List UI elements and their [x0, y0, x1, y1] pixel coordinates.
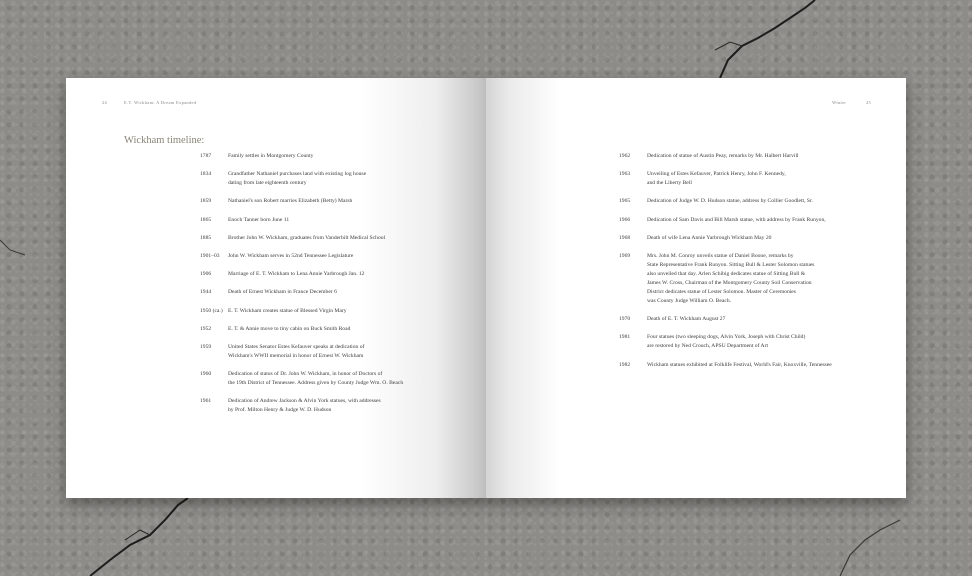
- timeline-year: 1859: [200, 198, 212, 205]
- timeline-year: 1906: [200, 271, 212, 278]
- timeline-year: 1963: [619, 171, 631, 178]
- right-page: [486, 78, 906, 498]
- timeline-heading: Wickham timeline:: [124, 135, 205, 146]
- timeline-year: 1982: [619, 361, 631, 368]
- timeline-text-line: E. T. & Annie move to tiny cabin on Buck Smith Road: [228, 325, 351, 332]
- left-page-number: 24: [102, 100, 108, 105]
- timeline-text-line: Dedication of statue of Austin Peay, remarks by Mr. Halbert Harvill: [647, 153, 799, 159]
- left-page: [66, 78, 486, 498]
- timeline-year: 1981: [619, 334, 631, 341]
- timeline-year: 1787: [200, 153, 212, 159]
- left-running-head: E.T. Wickham: A Dream Expanded: [124, 100, 197, 105]
- timeline-text-line: James W. Cross, Chairman of the Montgomery County Soil Conservation: [647, 280, 812, 286]
- timeline-text-line: Marriage of E. T. Wickham to Lena Annie Yarbrough Jan. 12: [228, 271, 365, 278]
- timeline-text-line: Family settles in Montgomery County: [228, 153, 314, 159]
- timeline-text-line: Dedication of Judge W. D. Hudson statue, address by Collier Goodlett, Sr.: [647, 198, 813, 205]
- timeline-text: [647, 252, 815, 306]
- timeline-text: [228, 270, 364, 279]
- open-book: [66, 78, 906, 498]
- timeline-text: [228, 252, 353, 261]
- timeline-year: 1901–03: [200, 253, 220, 259]
- timeline-year: 1944: [200, 289, 212, 296]
- timeline-text-line: Dedication of Sam Davis and Bill Marsh statue, with address by Frank Runyon,: [647, 216, 826, 223]
- timeline-text: [647, 234, 771, 243]
- timeline-text-line: dating from late eighteenth century: [228, 180, 307, 187]
- timeline-text: [647, 333, 805, 351]
- timeline-year: 1970: [619, 316, 631, 323]
- timeline-text: [228, 197, 352, 206]
- timeline-text-line: United States Senator Estes Kefauver speaks at dedication of: [228, 344, 365, 350]
- timeline-text: [228, 152, 313, 161]
- timeline-text-line: Mrs. John M. Conroy unveils statue of Daniel Boone, remarks by: [647, 253, 794, 259]
- timeline-text-line: Nathaniel's son Robert marries Elizabeth (Betty) Marsh: [228, 198, 353, 205]
- timeline-year: 1968: [619, 234, 631, 241]
- timeline-text: [228, 343, 364, 361]
- timeline-text-line: Death of wife Lena Annie Yarbrough Wickham May 20: [647, 234, 772, 241]
- timeline-text: [647, 170, 786, 188]
- timeline-text-line: are restored by Ned Crouch, APSU Department of Art: [647, 343, 769, 350]
- timeline-year: 1965: [619, 198, 631, 205]
- timeline-text: [647, 197, 813, 206]
- timeline-text: [647, 315, 725, 324]
- timeline-text: [228, 216, 289, 225]
- timeline-text-line: Four statues (two sleeping dogs, Alvin York, Joseph with Christ Child): [647, 334, 806, 341]
- timeline-year: 1961: [200, 398, 212, 405]
- timeline-year: 1959: [200, 344, 212, 350]
- timeline-text-line: Death of Ernest Wickham in France December 6: [228, 289, 337, 296]
- right-page-number: 25: [866, 100, 872, 105]
- timeline-text-line: Grandfather Nathaniel purchases land with existing log house: [228, 171, 367, 178]
- timeline-text: [228, 370, 403, 388]
- timeline-text-line: by Prof. Milton Henry & Judge W. D. Hudson: [228, 407, 332, 414]
- timeline-text: [228, 288, 337, 297]
- timeline-year: 1834: [200, 171, 212, 178]
- timeline-year: 1966: [619, 216, 631, 223]
- timeline-text: [228, 397, 381, 415]
- timeline-text-line: Dedication of status of Dr. John W. Wickham, in honor of Doctors of: [228, 371, 383, 378]
- timeline-text-line: and the Liberty Bell: [647, 180, 692, 187]
- timeline-text-line: Wickham's WWII memorial in honor of Ernest W. Wickham: [228, 353, 364, 359]
- timeline-text-line: John W. Wickham serves in 52nd Tennessee Legislature: [228, 253, 354, 259]
- timeline-text: [228, 325, 350, 334]
- timeline-year: 1865: [200, 216, 212, 223]
- timeline-text-line: State Representative Frank Runyon. Sitting Bull & Lester Solomon statues: [647, 262, 815, 268]
- timeline-year: 1952: [200, 325, 212, 332]
- timeline-text-line: Unveiling of Estes Kefauver, Patrick Henry, John F. Kennedy,: [647, 171, 786, 178]
- timeline-text-line: Dedication of Andrew Jackson & Alvin York statues, with addresses: [228, 398, 381, 405]
- timeline-year: 1885: [200, 234, 212, 241]
- timeline-text-line: District dedicates statue of Lester Solomon. Master of Ceremonies: [647, 289, 796, 295]
- timeline-text-line: E. T. Wickham creates statue of Blessed Virgin Mary: [228, 307, 347, 314]
- timeline-year: 1969: [619, 253, 631, 259]
- timeline-text-line: Enoch Tanner born June 11: [228, 216, 290, 223]
- timeline-text-line: Wickham statues exhibited at Folklife Festival, World's Fair, Knoxville, Tennessee: [647, 361, 832, 368]
- timeline-text: [228, 170, 366, 188]
- timeline-year: 1950 (ca.): [200, 307, 223, 314]
- timeline-text: [228, 234, 385, 243]
- timeline-text-line: also unveiled that day. Arlen Schibig dedicates statue of Sitting Bull &: [647, 271, 806, 277]
- timeline-year: 1960: [200, 371, 212, 378]
- right-running-head: Winter: [832, 100, 847, 105]
- timeline-text-line: Death of E. T. Wickham August 27: [647, 316, 726, 323]
- timeline-text: [647, 152, 799, 161]
- timeline-year: 1962: [619, 153, 631, 159]
- timeline-text-line: Brother John W. Wickham, graduates from Vanderbilt Medical School: [228, 234, 386, 241]
- timeline-text: [228, 307, 347, 316]
- timeline-text-line: was County Judge William O. Beach.: [647, 298, 732, 304]
- timeline-text: [647, 361, 832, 370]
- timeline-text: [647, 216, 826, 225]
- timeline-text-line: the 19th District of Tennessee. Address given by County Judge Wm. O. Beach: [228, 380, 404, 387]
